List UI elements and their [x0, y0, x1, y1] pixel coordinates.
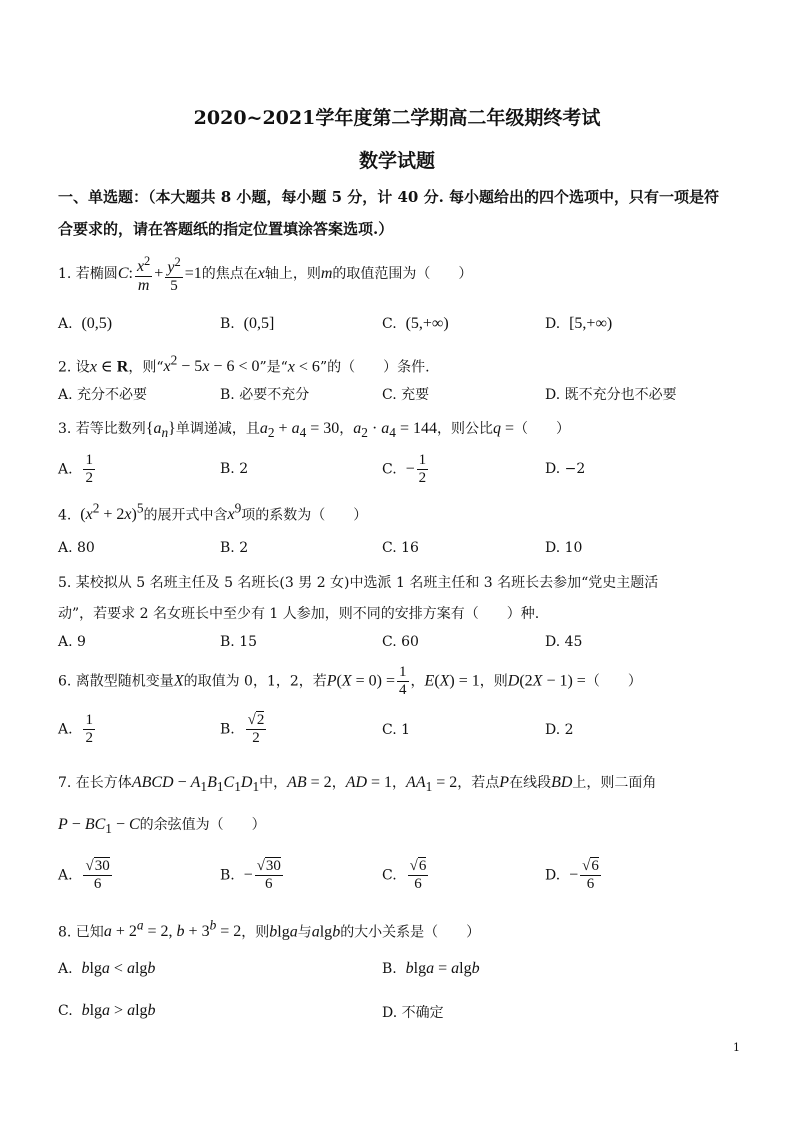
question-4-stem: 4. $(x^2 + 2x)^5$的展开式中含$x^9$项的系数为（ ） [58, 501, 368, 524]
question-3-stem: 3. 若等比数列$\{a_n\}$单调递减，且$a_2 + a_4 = 30$，$a_2 \cdot a_4 = 144$，则公比q =（ ） [58, 420, 570, 441]
question-5-line-1: 5. 某校拟从 5 名班主任及 5 名班长(3 男 2 女)中选派 1 名班主任和 3 名班长去参加“党史主题活 [58, 575, 659, 591]
page-title: 2020~2021学年度第二学期高二年级期终考试 [193, 107, 601, 129]
q7-option-d[interactable]: D. − $\frac{√6}{6}$ [545, 858, 599, 892]
question-7-line-1: 7. 在长方体ABCD − $A_1B_1C_1D_1$中，AB = 2，AD = 1，$AA_1 = 2$，若点P在线段BD上，则二面角 [58, 774, 657, 795]
q3-option-c[interactable]: C. − $\frac{1}{2}$ [382, 452, 427, 486]
question-7-line-2: $P - BC_1 - C$的余弦值为（ ） [58, 816, 266, 837]
q2-option-d[interactable]: D. 既不充分也不必要 [545, 387, 677, 403]
q4-option-a[interactable]: A. 80 [58, 540, 95, 556]
page-number: 1 [733, 1041, 740, 1054]
question-6-stem: 6. 离散型随机变量X的取值为 0，1，2，若P(X = 0) = $\frac{1}{4}$ ，E(X) = 1，则D(2X − 1) =（ ） [58, 664, 642, 698]
q1-option-c[interactable]: C. (5,+∞) [382, 315, 449, 332]
q6-option-a[interactable]: A. $\frac{1}{2}$ [58, 712, 93, 746]
q5-option-a[interactable]: A. 9 [58, 634, 86, 650]
q1-mid2: 轴上，则 [264, 266, 321, 282]
q1-suffix: 的取值范围为（ ） [332, 266, 473, 282]
q7-option-c[interactable]: C. $\frac{√6}{6}$ [382, 858, 427, 892]
q5-option-b[interactable]: B. 15 [220, 634, 258, 650]
q3-option-b[interactable]: B. 2 [220, 461, 249, 477]
q8-option-c[interactable]: C. blga > algb [58, 1002, 156, 1019]
q1-ellipse-formula: C: $\frac{x^2}{m}$ + $\frac{y^2}{5}$ =1 [117, 254, 202, 294]
q1-mid: 的焦点在 [201, 266, 258, 282]
q6-option-d[interactable]: D. 2 [545, 722, 574, 738]
q2-option-a[interactable]: A. 充分不必要 [58, 387, 148, 403]
q2-option-c[interactable]: C. 充要 [382, 387, 430, 403]
q8-option-a[interactable]: A. blga < algb [58, 960, 156, 977]
q4-option-d[interactable]: D. 10 [545, 540, 583, 556]
q1-prefix: 1. 若椭圆 [58, 266, 118, 282]
q6-option-c[interactable]: C. 1 [382, 722, 411, 738]
q7-option-b[interactable]: B. − $\frac{√30}{6}$ [220, 858, 281, 892]
q3-option-a[interactable]: A. $\frac{1}{2}$ [58, 452, 93, 486]
q2-option-b[interactable]: B. 必要不充分 [220, 387, 310, 403]
page-subtitle: 数学试题 [358, 150, 435, 172]
q1-option-b[interactable]: B. (0,5] [220, 315, 275, 332]
q4-option-c[interactable]: C. 16 [382, 540, 419, 556]
question-5-line-2: 动”，若要求 2 名女班长中至少有 1 人参加，则不同的安排方案有（ ）种. [58, 606, 540, 622]
section-heading-line-1: 一、单选题：（本大题共 8 小题，每小题 5 分，计 40 分. 每小题给出的四个选项中，只有一项是符 [58, 188, 720, 206]
q6-option-b[interactable]: B. $\frac{√2}{2}$ [220, 712, 265, 746]
question-8-stem: 8. 已知$a + 2^a = 2$, $b + 3^b = 2$，则blga与algb的大小关系是（ ） [58, 918, 481, 941]
q5-option-d[interactable]: D. 45 [545, 634, 583, 650]
q8-option-d[interactable]: D. 不确定 [382, 1005, 444, 1021]
q8-option-b[interactable]: B. blga = algb [382, 960, 480, 977]
question-2-stem: 2. 设x ∈ R，则“$x^2 - 5x - 6 < 0$”是“x < 6”的（ ）条件. [58, 353, 430, 376]
q1-option-d[interactable]: D. [5,+∞) [545, 315, 613, 332]
section-heading-line-2: 合要求的，请在答题纸的指定位置填涂答案选项.） [58, 220, 394, 238]
q1-option-a[interactable]: A. (0,5) [58, 315, 113, 332]
q4-option-b[interactable]: B. 2 [220, 540, 249, 556]
q5-option-c[interactable]: C. 60 [382, 634, 419, 650]
question-1-stem: 1. 若椭圆C: $\frac{x^2}{m}$ + $\frac{y^2}{5}$ =1的焦点在x轴上，则m的取值范围为（ ） [58, 254, 473, 294]
q7-option-a[interactable]: A. $\frac{√30}{6}$ [58, 858, 110, 892]
q3-option-d[interactable]: D. −2 [545, 461, 586, 477]
